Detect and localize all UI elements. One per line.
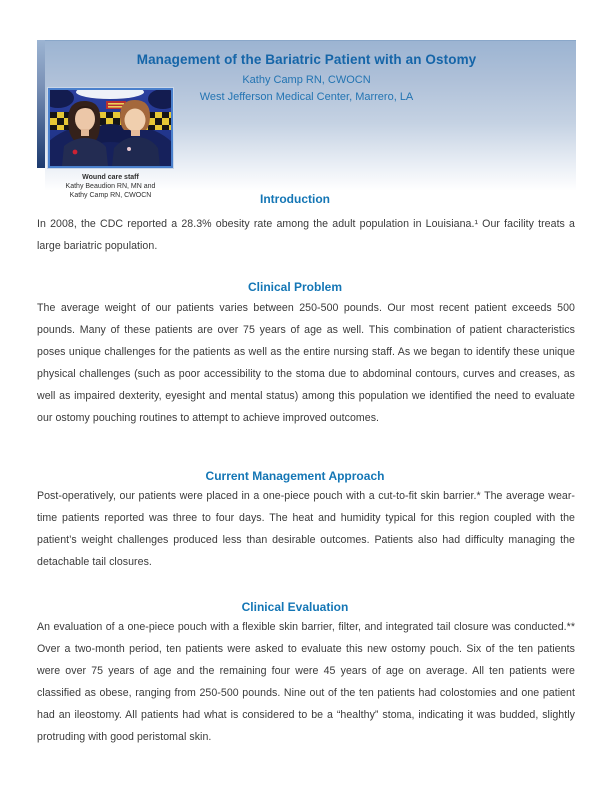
heading-introduction: Introduction [260,192,330,206]
staff-photo [48,88,173,168]
body-clinical-problem: The average weight of our patients varies between 250-500 pounds. Our most recent patient exceeds 500 pounds. Many of these patients are over 75 years of age as well. This combination of patient characteristics poses unique challenges for the patients as well as the entire nursing staff. As we began to identify these unique physical challenges (such as poor accessibility to the stoma due to abdominal contours, curves and creases, as well as impaired dexterity, eyesight and mental status) among this population we identified the need to evaluate our ostomy pouching routines to attempt to achieve improved outcomes. [37,302,575,424]
body-clinical-evaluation: An evaluation of a one-piece pouch with a flexible skin barrier, filter, and integrated tail closure was conducted.** Over a two-month period, ten patients were asked to evaluate this new ostomy pouch. Six of the ten patients were over 75 years of age and the remaining four were 45 years of age on average. All ten patients were classified as obese, ranging from 250-500 pounds. Nine out of the ten patients had colostomies and one patient had an ileostomy. All patients had what is considered to be a “healthy” stoma, indicating it was budded, slightly protruding with good peristomal skin. [37,621,575,743]
photo-caption-line3: Kathy Camp RN, CWOCN [69,192,152,199]
affiliation-line: West Jefferson Medical Center, Marrero, LA [199,91,414,103]
heading-clinical-evaluation: Clinical Evaluation [241,600,349,614]
author-line: Kathy Camp RN, CWOCN [242,74,371,86]
photo-caption-line2: Kathy Beaudion RN, MN and [65,183,156,190]
body-introduction: In 2008, the CDC reported a 28.3% obesity rate among the adult population in Louisiana.¹ Our facility treats a large bariatric population. [37,218,575,252]
photo-caption-line1: Wound care staff [82,174,139,181]
body-current-management-approach: Post-operatively, our patients were placed in a one-piece pouch with a cut-to-fit skin barrier.* The average wear-time patients reported was three to four days. The heat and humidity typical for this region coupled with the patient’s weight challenges produced less than desirable outcomes. Patients also had difficulty managing the detachable tail closures. [37,490,575,568]
heading-current-management-approach: Current Management Approach [205,469,385,483]
page-title: Management of the Bariatric Patient with an Ostomy [136,52,477,67]
heading-clinical-problem: Clinical Problem [247,280,343,294]
staff-photo-image [50,90,171,166]
